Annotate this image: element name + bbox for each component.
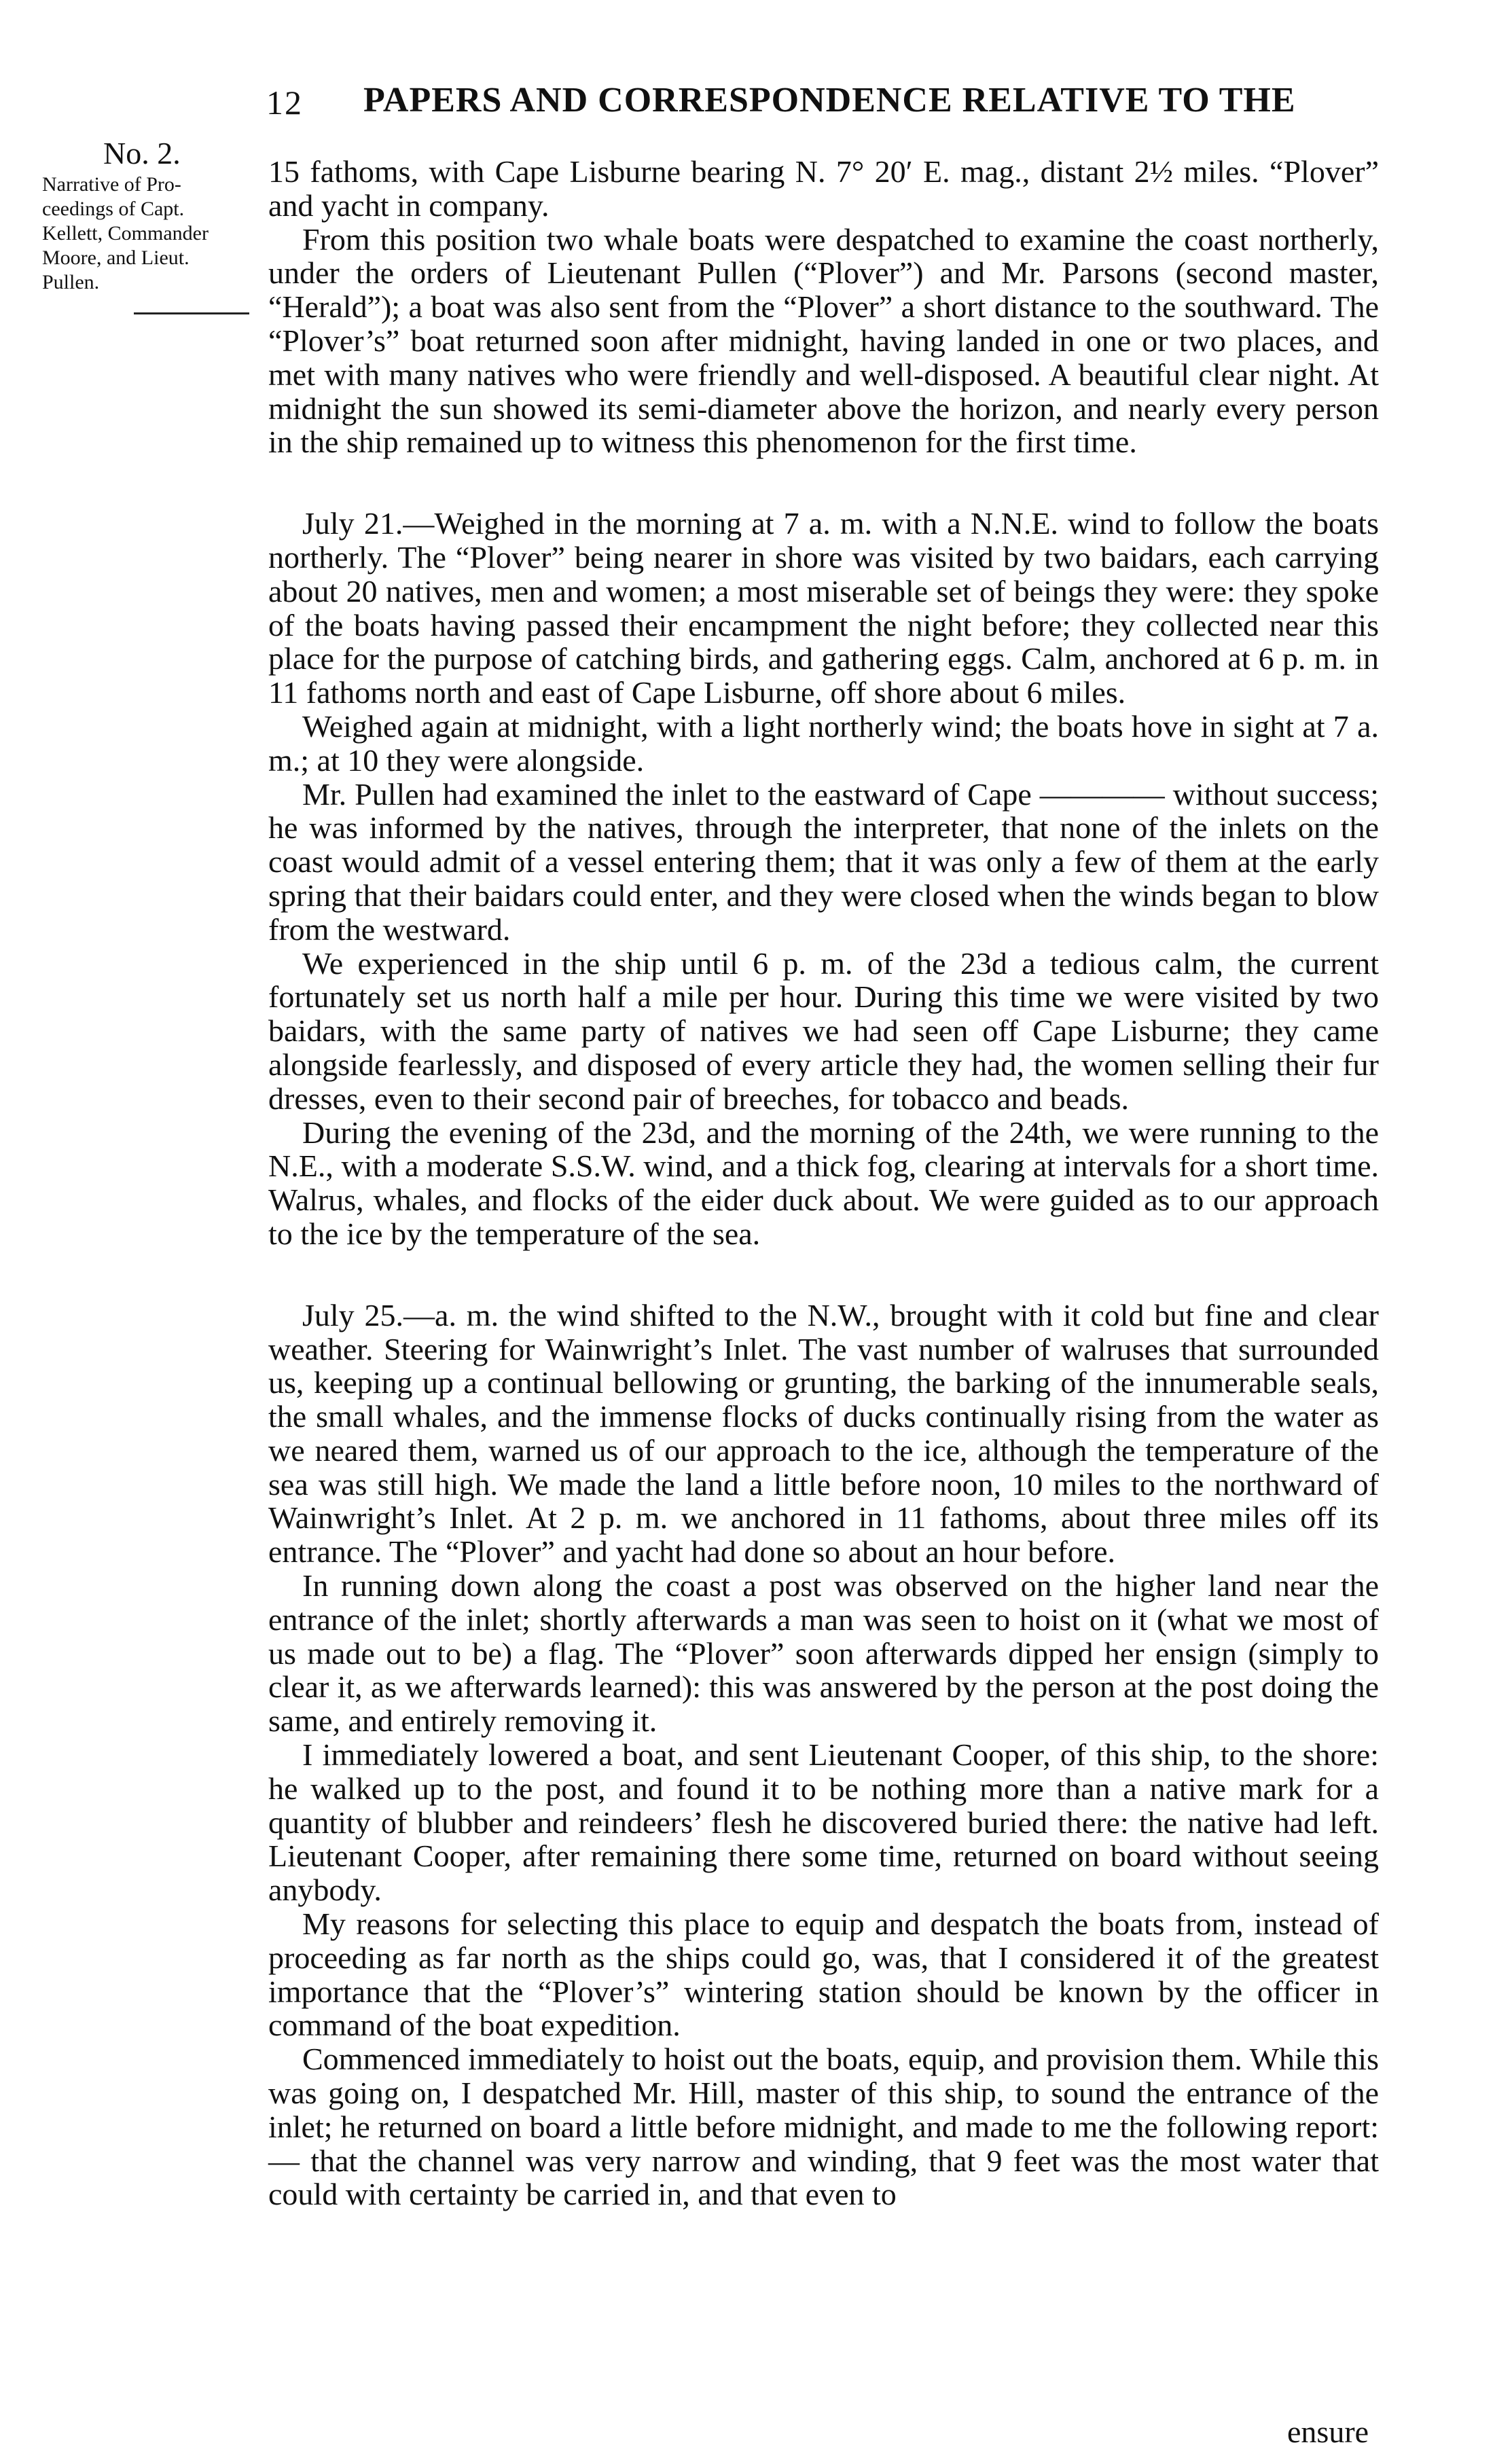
- paragraph: July 21.—Weighed in the morning at 7 a. m. with a N.N.E. wind to follow the boats northerly. The “Plover” being nearer in shore was visited by two baidars, each carrying about 20 natives, men and women; a most miserable set of beings they were: they spoke of the boats having passed their encampment the night before; they collected near this place for the purpose of catching birds, and gathering eggs. Calm, anchored at 6 p. m. in 11 fathoms north and east of Cape Lisburne, off shore about 6 miles.: [268, 506, 1379, 710]
- paragraph: My reasons for selecting this place to equip and despatch the boats from, instead of proceeding as far north as the ships could go, was, that I considered it of the greatest importance that the “Plover’s” wintering station should be known by the officer in command of the boat expedition.: [268, 1906, 1379, 2043]
- margin-note-line: Kellett, Commander: [42, 222, 209, 244]
- margin-note-line: Pullen.: [42, 271, 100, 293]
- margin-note-rule: [134, 312, 249, 314]
- paragraph: From this position two whale boats were despatched to examine the coast northerly, under the orders of Lieutenant Pullen (“Plover”) and Mr. Parsons (second master, “Herald”); a boat was also sent from the “Plover” a short distance to the southward. The “Plover’s” boat returned soon after midnight, having landed in one or two places, and met with many natives who were friendly and well-disposed. A beautiful clear night. At midnight the sun showed its semi-diameter above the horizon, and nearly every person in the ship remained up to witness this phenomenon for the first time.: [268, 221, 1379, 460]
- paragraph: I immediately lowered a boat, and sent Lieutenant Cooper, of this ship, to the shore: he walked up to the post, and found it to be nothing more than a native mark for a quantity of blubber and reindeers’ flesh he discovered buried there: the native had left. Lieutenant Cooper, after remaining there some time, returned on board without seeing anybody.: [268, 1737, 1379, 1908]
- margin-note-number: No. 2.: [103, 136, 181, 170]
- page-number: 12: [266, 84, 303, 122]
- paragraph: 15 fathoms, with Cape Lisburne bearing N. 7° 20′ E. mag., distant 2½ miles. “Plover” and yacht in company.: [268, 154, 1379, 223]
- body-text: [268, 155, 1379, 2211]
- margin-note: [42, 136, 266, 314]
- paragraph: July 25.—a. m. the wind shifted to the N.W., brought with it cold but fine and clear weather. Steering for Wainwright’s Inlet. The vast number of walruses that surrounded us, keeping up a continual bellowing or grunting, the barking of the innumerable seals, the small whales, and the immense flocks of ducks continually rising from the water as we neared them, warned us of our approach to the ice, although the temperature of the sea was still high. We made the land a little before noon, 10 miles to the northward of Wainwright’s Inlet. At 2 p. m. we anchored in 11 fathoms, about three miles off its entrance. The “Plover” and yacht had done so about an hour before.: [268, 1297, 1379, 1570]
- paragraph: During the evening of the 23d, and the morning of the 24th, we were running to the N.E., with a moderate S.S.W. wind, and a thick fog, clearing at intervals for a short time. Walrus, whales, and flocks of the eider duck about. We were guided as to our approach to the ice by the temperature of the sea.: [268, 1115, 1379, 1251]
- paragraph: In running down along the coast a post was observed on the higher land near the entrance of the inlet; shortly afterwards a man was seen to hoist on it (what we most of us made out to be) a flag. The “Plover” soon afterwards dipped her ensign (simply to clear it, as we afterwards learned): this was answered by the person at the post doing the same, and entirely removing it.: [268, 1568, 1379, 1739]
- paragraph: Weighed again at midnight, with a light northerly wind; the boats hove in sight at 7 a. m.; at 10 they were alongside.: [268, 708, 1379, 778]
- margin-note-line: ceedings of Capt.: [42, 198, 185, 220]
- margin-note-line: Moore, and Lieut.: [42, 247, 190, 269]
- paragraph: Mr. Pullen had examined the inlet to the eastward of Cape ———— without success; he was informed by the natives, through the interpreter, that none of the inlets on the coast would admit of a vessel entering them; that it was only a few of them at the early spring that their baidars could enter, and they were closed when the winds began to blow from the westward.: [268, 776, 1379, 947]
- paragraph: We experienced in the ship until 6 p. m. of the 23d a tedious calm, the current fortunately set us north half a mile per hour. During this time we were visited by two baidars, with the same party of natives we had seen off Cape Lisburne; they came alongside fearlessly, and disposed of every article they had, the women selling their fur dresses, even to their second pair of breeches, for tobacco and beads.: [268, 945, 1379, 1116]
- margin-note-line: Narrative of Pro-: [42, 173, 181, 196]
- paragraph: Commenced immediately to hoist out the boats, equip, and provision them. While this was going on, I despatched Mr. Hill, master of this ship, to sound the entrance of the inlet; he returned on board a little before midnight, and made to me the following report:— that the channel was very narrow and winding, that 9 feet was the most water that could with certainty be carried in, and that even to: [268, 2042, 1379, 2212]
- running-title: PAPERS AND CORRESPONDENCE RELATIVE TO THE: [363, 81, 1296, 120]
- catchword: ensure: [1287, 2414, 1369, 2449]
